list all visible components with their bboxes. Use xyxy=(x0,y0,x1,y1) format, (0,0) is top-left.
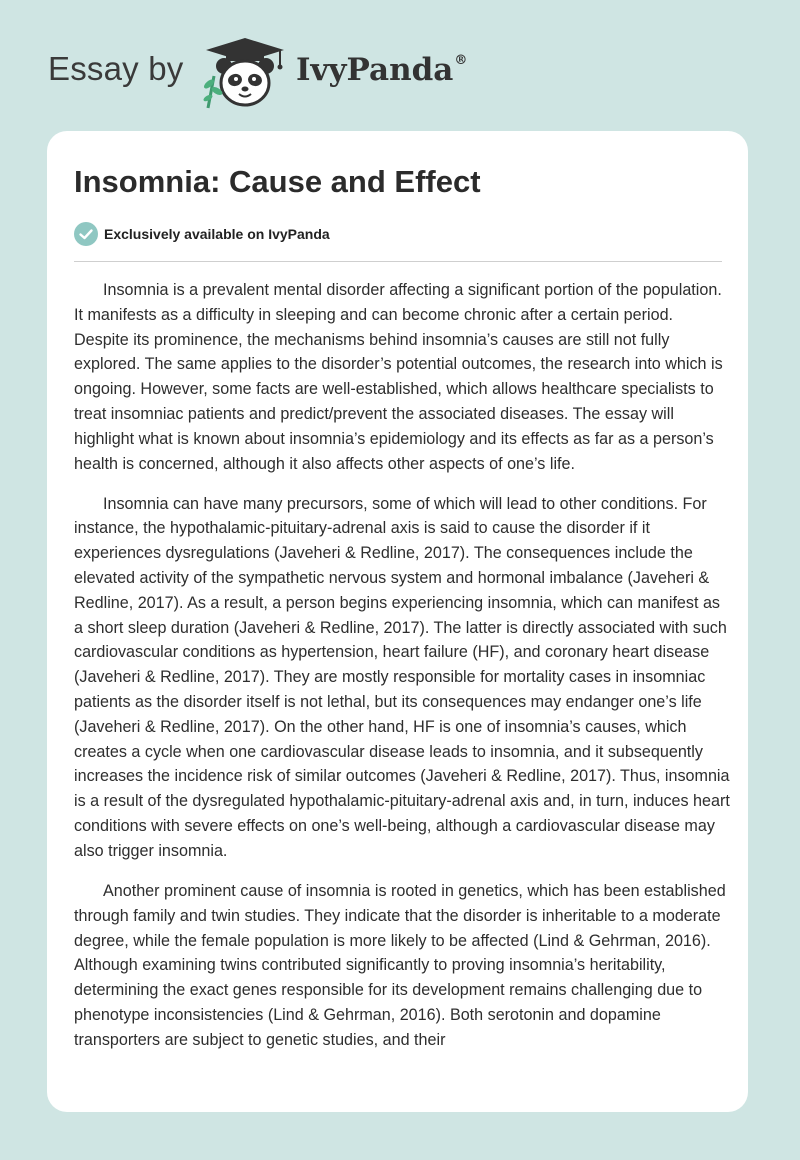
exclusive-badge xyxy=(74,222,330,246)
essay-card xyxy=(47,131,748,1112)
brand-name[interactable] xyxy=(296,52,467,88)
paragraph: Insomnia is a prevalent mental disorder affecting a significant portion of the population. It manifests as a difficulty in sleeping and can become chronic after a certain period. Despite its prominence, the mechanisms behind insomnia’s causes are still not fully explored. The same applies to the disorder’s potential outcomes, the research into which is ongoing. However, some facts are well-established, which allows healthcare specialists to treat insomniac patients and predict/prevent the associated diseases. The essay will highlight what is known about insomnia’s epidemiology and its effects as far as a person’s health is concerned, although it also affects other aspects of one’s life. xyxy=(74,281,723,473)
essay-by-label: Essay by xyxy=(48,50,184,87)
panda-graduate-icon[interactable] xyxy=(200,36,290,110)
paragraph: Insomnia can have many precursors, some of which will lead to other conditions. For instance, the hypothalamic-pituitary-adrenal axis is said to cause the disorder if it experiences dysregulations (Javeheri & Redline, 2017). The consequences include the elevated activity of the sympathetic nervous system and hormonal imbalance (Javeheri & Redline, 2017). As a result, a person begins experiencing insomnia, which can manifest as a short sleep duration (Javeheri & Redline, 2017). The latter is directly associated with such cardiovascular conditions as hypertension, heart failure (HF), and coronary heart disease (Javeheri & Redline, 2017). They are mostly responsible for mortality cases in insomniac patients as the disorder itself is not lethal, but its consequences may endanger one’s life (Javeheri & Redline, 2017). On the other hand, HF is one of insomnia’s causes, which creates a cycle when one cardiovascular disease leads to insomnia, and it subsequently increases the incidence risk of similar outcomes (Javeheri & Redline, 2017). Thus, insomnia is a result of the dysregulated hypothalamic-pituitary-adrenal axis and, in turn, induces heart conditions with severe effects on one’s well-being, although a cardiovascular disease may also trigger insomnia. xyxy=(74,494,730,860)
title-divider xyxy=(74,261,722,262)
registered-mark: ® xyxy=(454,53,468,68)
checkmark-icon xyxy=(74,222,98,246)
brand-name-text[interactable]: IvyPanda xyxy=(296,52,454,88)
paragraph: Another prominent cause of insomnia is rooted in genetics, which has been established through family and twin studies. They indicate that the disorder is inheritable to a moderate degree, while the female population is more likely to be affected (Lind & Gehrman, 2016). Although examining twins contributed significantly to proving insomnia’s heritability, determining the exact genes responsible for its development remains challenging due to phenotype inconsistencies (Lind & Gehrman, 2016). Both serotonin and dopamine transporters are subject to genetic studies, and their xyxy=(74,881,726,1049)
site-header xyxy=(0,0,800,130)
exclusive-label: Exclusively available on IvyPanda xyxy=(104,226,330,242)
essay-title: Insomnia: Cause and Effect xyxy=(74,164,481,199)
essay-body xyxy=(74,278,730,1068)
